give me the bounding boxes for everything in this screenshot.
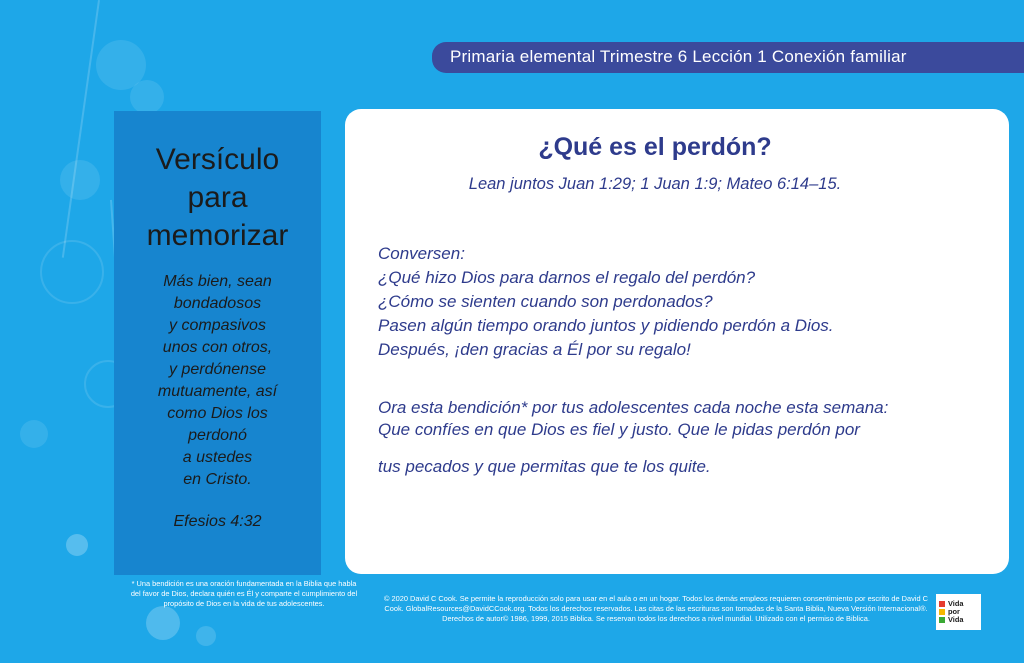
blessing-intro: Ora esta bendición* por tus adolescentes cada noche esta semana: xyxy=(378,398,889,417)
vida-por-vida-logo xyxy=(936,594,981,630)
discussion-line: ¿Cómo se sienten cuando son perdonados? xyxy=(378,292,713,311)
logo-line: por xyxy=(948,607,960,616)
copyright-notice: © 2020 David C Cook. Se permite la reproducción solo para usar en el aula o en un hogar. Todos los demás empleos requieren consentimiento por escrito de David C Cook. GlobalResources@DavidCCook.org. Todos los derechos reservados. Las citas de las escrituras son tomadas de la Santa Biblia, Nueva Versión Internacional®. Derechos de autor© 1986, 1999, 2015 Biblica. Se reservan todos los derechos a nivel mundial. Utilizado con el permiso de Biblica. xyxy=(384,594,928,623)
memory-verse-text: Más bien, sean bondadosos y compasivos unos con otros, y perdónense mutuamente, así como Dios los perdonó a ustedes en Cristo. xyxy=(157,273,278,488)
blessing-footnote: * Una bendición es una oración fundamentada en la Biblia que habla del favor de Dios, declara quién es Él y comparte el cumplimiento del propósito de Dios en la vida de tus adolescentes. xyxy=(130,579,358,608)
page-header-title: Primaria elemental Trimestre 6 Lección 1 Conexión familiar xyxy=(450,47,907,66)
logo-text xyxy=(948,600,963,624)
lesson-card xyxy=(345,109,1009,574)
discussion-line: Después, ¡den gracias a Él por su regalo! xyxy=(378,340,691,359)
memory-verse-panel xyxy=(114,111,321,575)
discussion-line: ¿Qué hizo Dios para darnos el regalo del perdón? xyxy=(378,268,756,287)
memory-verse-title-line: Versículo xyxy=(155,143,280,176)
scripture-reading: Lean juntos Juan 1:29; 1 Juan 1:9; Mateo 6:14–15. xyxy=(468,175,842,193)
logo-line: Vida xyxy=(948,615,964,624)
memory-verse-title-line: memorizar xyxy=(146,219,289,252)
logo-mark-green xyxy=(939,617,945,623)
blessing-text: Que confíes en que Dios es fiel y justo. Que le pidas perdón por xyxy=(378,420,860,439)
memory-verse-title xyxy=(114,141,321,255)
discussion-section xyxy=(378,242,998,362)
logo-line: Vida xyxy=(948,599,964,608)
logo-mark-red xyxy=(939,601,945,607)
lesson-title: ¿Qué es el perdón? xyxy=(538,133,772,161)
logo-mark-yellow xyxy=(939,609,945,615)
discussion-line: Pasen algún tiempo orando juntos y pidiendo perdón a Dios. xyxy=(378,316,834,335)
blessing-section xyxy=(378,397,988,478)
memory-verse-title-line: para xyxy=(187,181,248,214)
blessing-text-tail: tus pecados y que permitas que te los quite. xyxy=(378,457,711,476)
memory-verse-reference: Efesios 4:32 xyxy=(173,513,262,530)
discussion-line: Conversen: xyxy=(378,244,465,263)
logo-color-marks xyxy=(939,601,945,623)
